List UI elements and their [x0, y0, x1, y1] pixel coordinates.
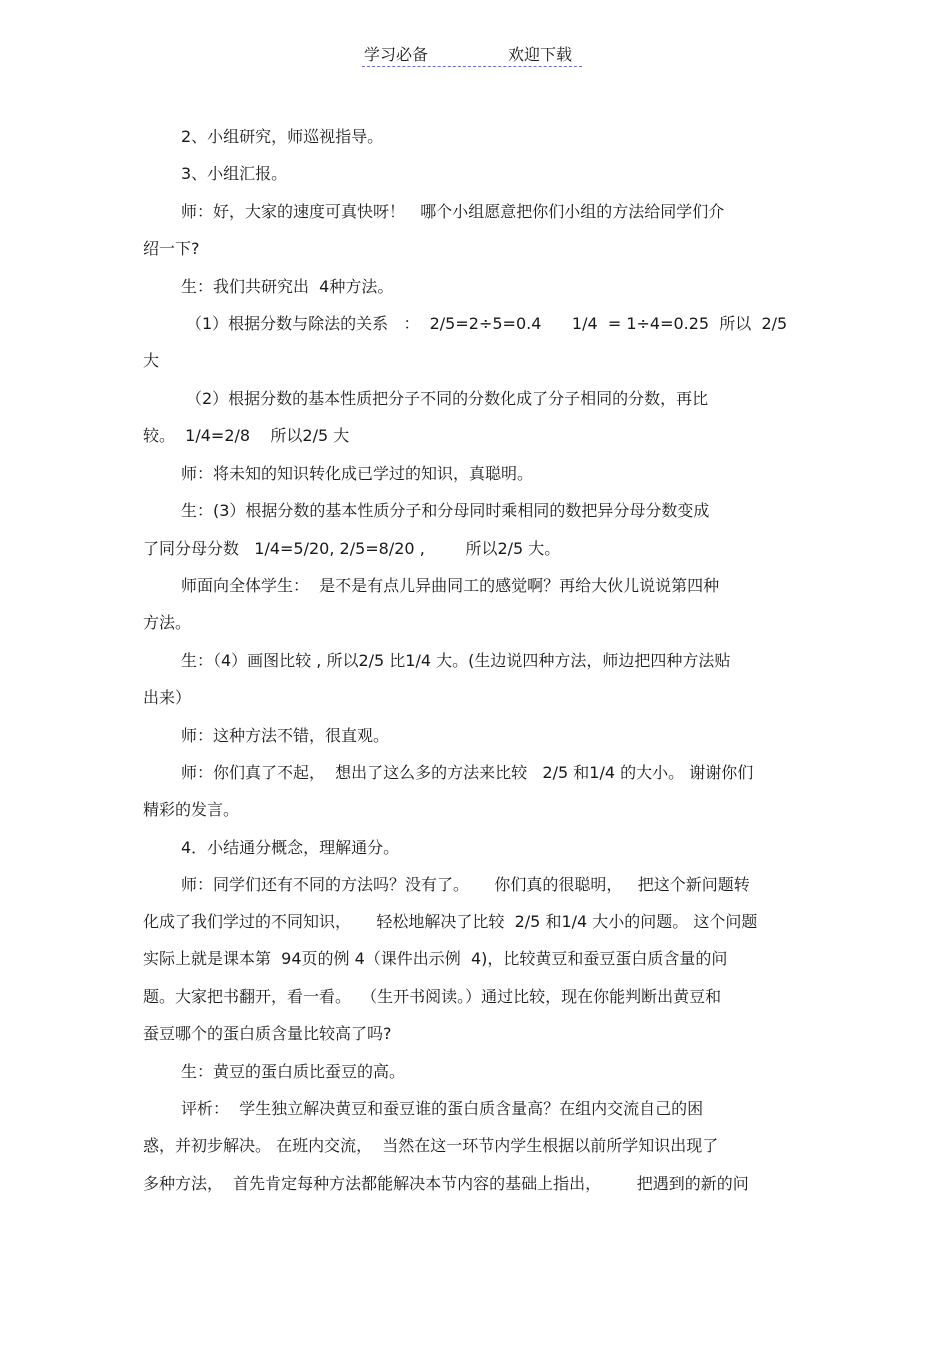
text-line: 师：同学们还有不同的方法吗？没有了。 你们真的很聪明， 把这个新问题转 — [181, 875, 750, 894]
text-line: 出来） — [143, 688, 192, 707]
text-line: 生：（4）画图比较 , 所以2/5 比1/4 大。(生边说四种方法，师边把四种方法贴 — [181, 651, 731, 670]
text-line: 方法。 — [143, 613, 192, 632]
text-line: （1）根据分数与除法的关系 ： 2/5=2÷5=0.4 1/4 = 1÷4=0.25 所以 2/5 — [186, 314, 788, 333]
text-line: 3、小组汇报。 — [181, 164, 288, 183]
text-line: 2、小组研究，师巡视指导。 — [181, 127, 384, 146]
text-line: 实际上就是课本第 94页的例 4（课件出示例 4)，比较黄豆和蚕豆蛋白质含量的问 — [143, 949, 728, 968]
text-line: （2）根据分数的基本性质把分子不同的分数化成了分子相同的分数，再比 — [186, 389, 709, 408]
text-line: 生：我们共研究出 4种方法。 — [181, 277, 394, 296]
text-line: 生：(3）根据分数的基本性质分子和分母同时乘相同的数把异分母分数变成 — [181, 501, 710, 520]
text-line: 师：好，大家的速度可真快呀！ 哪个小组愿意把你们小组的方法给同学们介 — [181, 202, 725, 221]
text-line: 师：将未知的知识转化成已学过的知识，真聪明。 — [181, 464, 534, 483]
text-line: 生：黄豆的蛋白质比蚕豆的高。 — [181, 1062, 406, 1081]
text-line: 题。大家把书翻开，看一看。 （生开书阅读。）通过比较，现在你能判断出黄豆和 — [143, 987, 722, 1006]
header-right-text: 欢迎下载 — [508, 45, 573, 64]
text-line: 蚕豆哪个的蛋白质含量比较高了吗? — [143, 1024, 392, 1043]
text-line: 了同分母分数 1/4=5/20, 2/5=8/20 , 所以2/5 大。 — [143, 539, 561, 558]
text-line: 较。 1/4=2/8 所以2/5 大 — [143, 426, 350, 445]
header-left-text: 学习必备 — [364, 45, 429, 64]
text-line: 4．小结通分概念，理解通分。 — [181, 838, 400, 857]
text-line: 精彩的发言。 — [143, 800, 240, 819]
text-line: 师面向全体学生： 是不是有点儿异曲同工的感觉啊？再给大伙儿说说第四种 — [181, 576, 720, 595]
text-line: 绍一下? — [143, 239, 200, 258]
text-line: 大 — [143, 351, 160, 370]
text-line: 多种方法， 首先肯定每种方法都能解决本节内容的基础上指出， 把遇到的新的问 — [143, 1174, 749, 1193]
text-line: 化成了我们学过的不同知识， 轻松地解决了比较 2/5 和1/4 大小的问题。 这个问题 — [143, 912, 758, 931]
text-line: 师：这种方法不错，很直观。 — [181, 726, 390, 745]
text-line: 惑，并初步解决。 在班内交流， 当然在这一环节内学生根据以前所学知识出现了 — [143, 1136, 719, 1155]
text-line: 师：你们真了不起， 想出了这么多的方法来比较 2/5 和1/4 的大小。 谢谢你们 — [181, 763, 754, 782]
text-line: 评析： 学生独立解决黄豆和蚕豆谁的蛋白质含量高？在组内交流自己的困 — [181, 1099, 704, 1118]
